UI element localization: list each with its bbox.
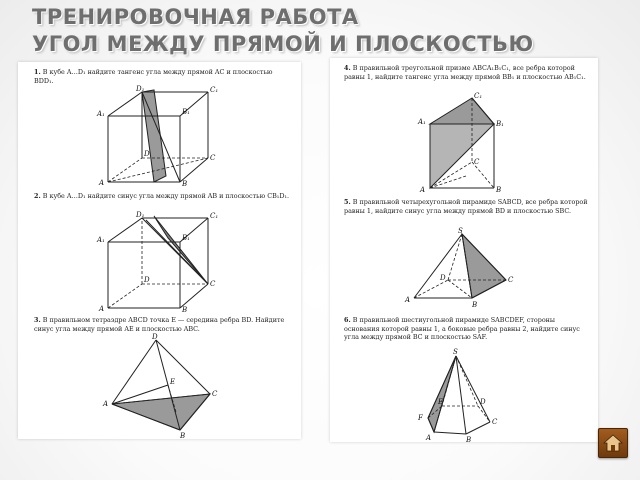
label-b1: B₁ — [496, 120, 504, 128]
problem-1-number: 1. — [34, 68, 41, 76]
problem-1-text — [34, 68, 292, 85]
label-s: S — [458, 227, 463, 235]
cube-figure-1 — [96, 85, 219, 188]
label-e: E — [170, 378, 176, 386]
label-d: D — [152, 333, 158, 341]
problem-5-text — [344, 198, 590, 215]
label-b: B — [182, 306, 188, 314]
label-c1: C₁ — [474, 92, 483, 100]
label-a: A — [99, 179, 105, 187]
problem-6-number: 6. — [344, 316, 351, 324]
label-b: B — [496, 186, 502, 194]
hexagonal-pyramid-figure — [416, 348, 516, 444]
label-s: S — [453, 348, 458, 356]
label-b: B — [472, 301, 478, 309]
label-d1: D₁ — [136, 85, 145, 93]
label-d: D — [144, 150, 150, 158]
prism-figure — [414, 94, 514, 194]
label-c1: C₁ — [210, 212, 219, 220]
label-f: F — [418, 414, 423, 422]
plane-saf — [428, 356, 456, 432]
label-a: A — [426, 434, 432, 442]
right-problems-panel — [330, 58, 598, 442]
label-c1: C₁ — [210, 86, 219, 94]
plane-bdd1 — [142, 90, 166, 182]
plane-cb1d1 — [154, 216, 208, 284]
label-b1: B₁ — [182, 108, 190, 116]
label-e: E — [438, 398, 444, 406]
label-d: D — [480, 398, 486, 406]
label-a: A — [103, 400, 109, 408]
problem-6-text — [344, 316, 590, 342]
problem-4-text — [344, 64, 590, 81]
problem-4-statement: В правильной треугольной призме ABCA₁B₁C₁, все ребра которой равны 1, найдите тангенс угла между прямой BB₁ и плоскостью AB₁C₁. — [344, 64, 586, 81]
problem-4-number: 4. — [344, 64, 351, 72]
plane-ab1c1 — [430, 98, 494, 124]
plane-sbc — [462, 234, 506, 298]
label-a1: A₁ — [97, 236, 105, 244]
problem-3-number: 3. — [34, 316, 41, 324]
problem-3-statement: В правильном тетраэдре ABCD точка E — середина ребра BD. Найдите синус угла между прямой AE и плоскостью ABC. — [34, 316, 285, 333]
label-b1: B₁ — [182, 234, 190, 242]
plane-ab1c1-face — [430, 124, 494, 188]
problem-2-text — [34, 192, 292, 201]
label-b: B — [182, 180, 188, 188]
label-d1: D₁ — [136, 211, 145, 219]
label-c: C — [474, 158, 480, 166]
problem-1-statement: В кубе A…D₁ найдите тангенс угла между прямой AC и плоскостью BDD₁. — [34, 68, 273, 85]
label-a: A — [420, 186, 426, 194]
slide-title — [32, 4, 534, 58]
label-b: B — [180, 432, 186, 440]
label-c: C — [508, 276, 514, 284]
label-c: C — [492, 418, 498, 426]
left-problems-panel — [18, 62, 301, 439]
label-a: A — [405, 296, 411, 304]
problem-5-statement: В правильной четырехугольной пирамиде SABCD, все ребра которой равны 1, найдите синус угла между прямой BD и плоскостью SBC. — [344, 198, 588, 215]
home-icon — [603, 433, 623, 453]
label-c: C — [212, 390, 218, 398]
title-line-2: УГОЛ МЕЖДУ ПРЯМОЙ И ПЛОСКОСТЬЮ — [32, 32, 534, 56]
label-c: C — [210, 154, 216, 162]
home-button[interactable] — [598, 428, 628, 458]
label-a: A — [99, 305, 105, 313]
problem-6-statement: В правильной шестиугольной пирамиде SABCDEF, стороны основания которой равны 1, а боковые ребра равны 2, найдите синус угла между прямой BC и плоскостью SAF. — [344, 316, 580, 342]
title-line-1: ТРЕНИРОВОЧНАЯ РАБОТА — [32, 5, 359, 29]
problem-5-number: 5. — [344, 198, 351, 206]
tetrahedron-figure — [103, 333, 226, 440]
label-d: D — [144, 276, 150, 284]
label-a1: A₁ — [97, 110, 105, 118]
label-d: D — [440, 274, 446, 282]
problem-2-statement: В кубе A…D₁ найдите синус угла между прямой AB и плоскостью CB₁D₁. — [42, 192, 290, 200]
square-pyramid-figure — [406, 228, 516, 308]
label-b: B — [466, 436, 472, 444]
cube-figure-2 — [96, 211, 219, 314]
problem-2-number: 2. — [34, 192, 41, 200]
problem-3-text — [34, 316, 292, 333]
label-a1: A₁ — [418, 118, 426, 126]
label-c: C — [210, 280, 216, 288]
